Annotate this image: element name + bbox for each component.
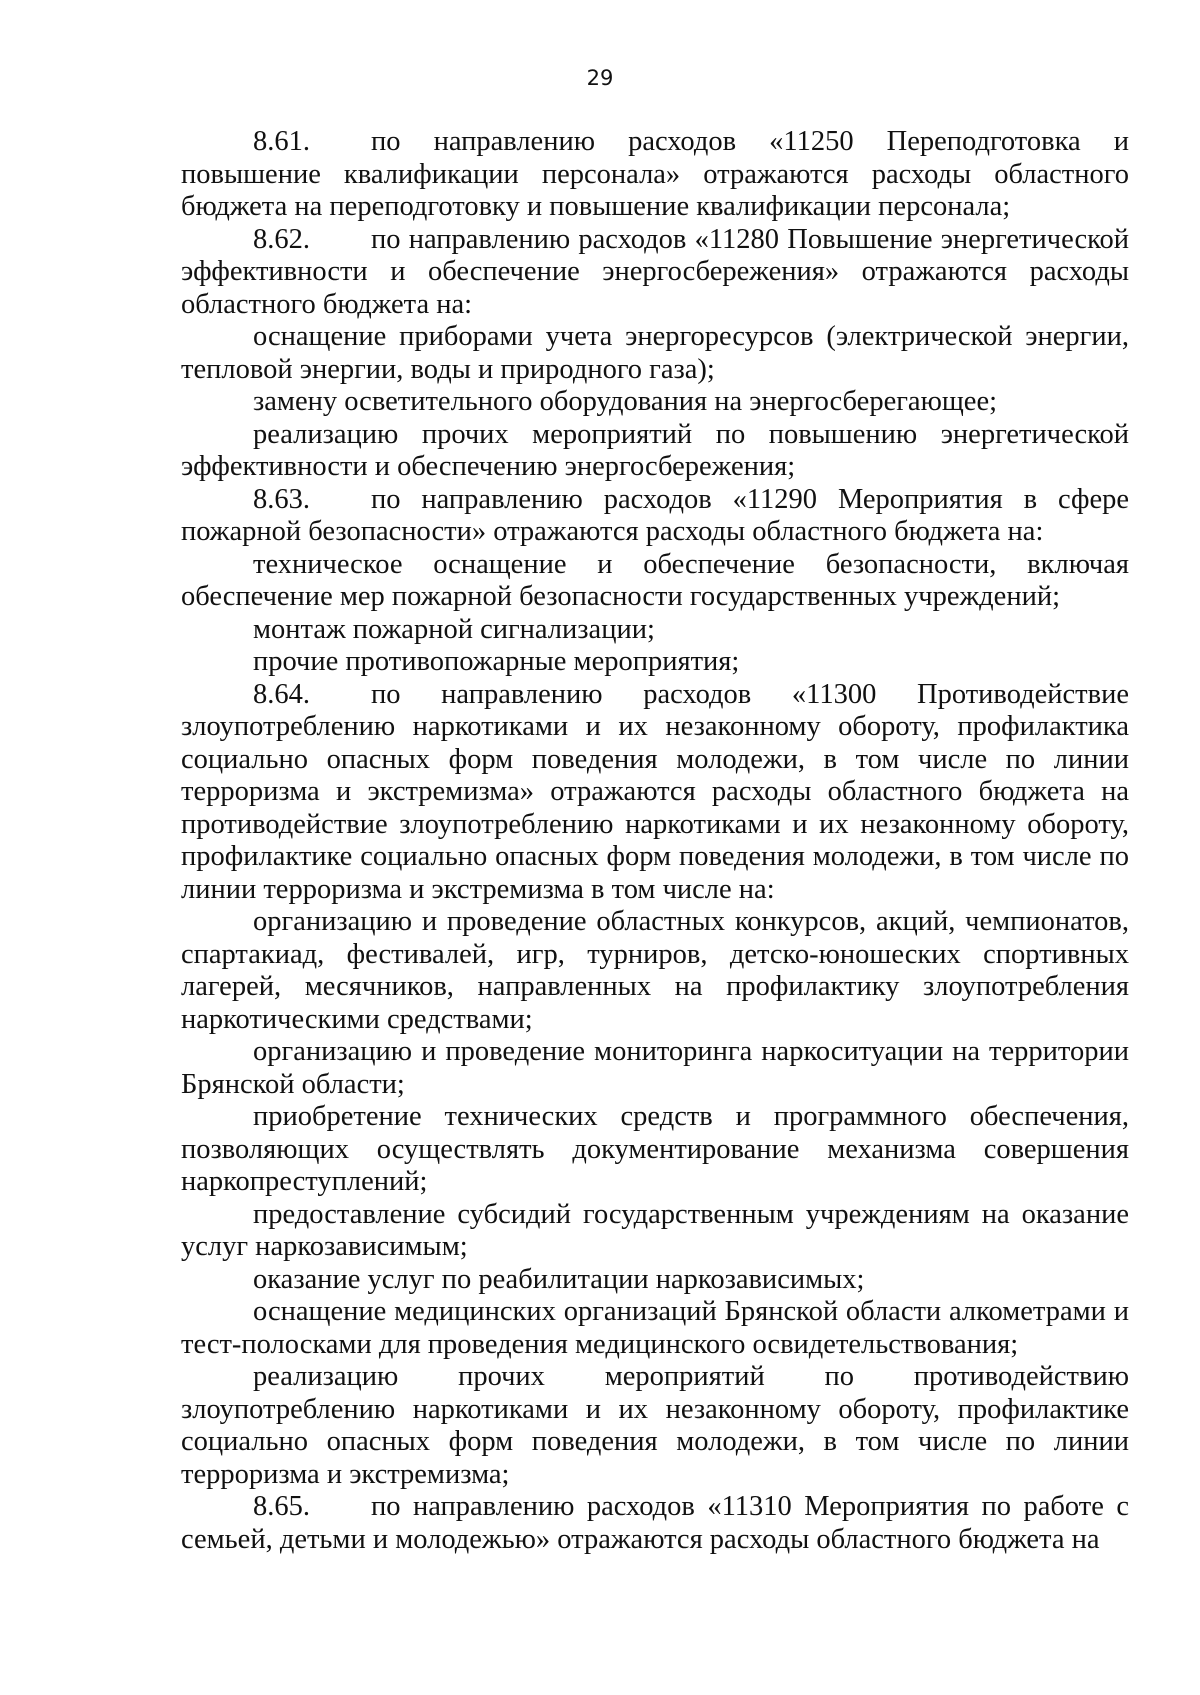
list-item: техническое оснащение и обеспечение безопасности, включая обеспечение мер пожарной безопасности государственных учреждений; [181,548,1129,612]
list-item: организацию и проведение областных конкурсов, акций, чемпионатов, спартакиад, фестивалей, игр, турниров, детско-юношеских спортивных лагерей, месячников, направленных на профилактику злоупотребления наркотическими средствами; [181,906,1129,1035]
paragraph-8-63 [181,484,1129,549]
document-body [181,126,1129,1556]
list-item: предоставление субсидий государственным учреждениям на оказание услуг наркозависимым; [181,1198,1129,1262]
clause-number: 8.63. [253,483,310,515]
list-item: реализацию прочих мероприятий по повышению энергетической эффективности и обеспечению энергосбережения; [181,418,1129,482]
list-item: оказание услуг по реабилитации наркозависимых; [253,1263,865,1295]
paragraph-8-65 [181,1491,1129,1556]
list-item: реализацию прочих мероприятий по противодействию злоупотреблению наркотиками и их незаконному обороту, профилактике социально опасных форм поведения молодежи, в том числе по линии терроризма и экстремизма; [181,1361,1129,1490]
list-item: замену осветительного оборудования на энергосберегающее; [253,386,998,417]
clause-number: 8.62. [253,223,310,255]
clause-number: 8.65. [253,1491,310,1522]
paragraph-8-61 [181,126,1129,224]
list-item: монтаж пожарной сигнализации; [253,613,655,645]
paragraph-text: по направлению расходов «11310 Мероприятия по работе с семьей, детьми и молодежью» отражаются расходы областного бюджета на [181,1491,1129,1555]
list-item: оснащение медицинских организаций Брянской области алкометрами и тест-полосками для проведения медицинского освидетельствования; [181,1296,1129,1360]
paragraph-8-62 [181,224,1129,322]
paragraph-text: по направлению расходов «11280 Повышение энергетической эффективности и обеспечение энергосбережения» отражаются расходы областного бюджета на: [181,223,1129,320]
list-item: приобретение технических средств и программного обеспечения, позволяющих осуществлять документирование механизма совершения наркопреступлений; [181,1101,1129,1197]
paragraph-text: по направлению расходов «11290 Мероприятия в сфере пожарной безопасности» отражаются расходы областного бюджета на: [181,483,1129,547]
clause-number: 8.61. [253,126,310,157]
clause-number: 8.64. [253,678,310,710]
list-item: оснащение приборами учета энергоресурсов (электрической энергии, тепловой энергии, воды и природного газа); [181,321,1129,385]
page-number: 29 [586,66,614,90]
paragraph-text: по направлению расходов «11250 Переподготовка и повышение квалификации персонала» отражаются расходы областного бюджета на переподготовку и повышение квалификации персонала; [181,126,1129,222]
paragraph-8-64 [181,679,1129,907]
list-item: прочие противопожарные мероприятия; [253,646,740,677]
list-item: организацию и проведение мониторинга наркоситуации на территории Брянской области; [181,1036,1129,1100]
paragraph-text: по направлению расходов «11300 Противодействие злоупотреблению наркотиками и их незаконному обороту, профилактика социально опасных форм поведения молодежи, в том числе по линии терроризма и экстремизма» отражаются расходы областного бюджета на противодействие злоупотреблению наркотиками и их незаконному обороту, профилактике социально опасных форм поведения молодежи, в том числе по линии терроризма и экстремизма в том числе на: [181,678,1129,905]
